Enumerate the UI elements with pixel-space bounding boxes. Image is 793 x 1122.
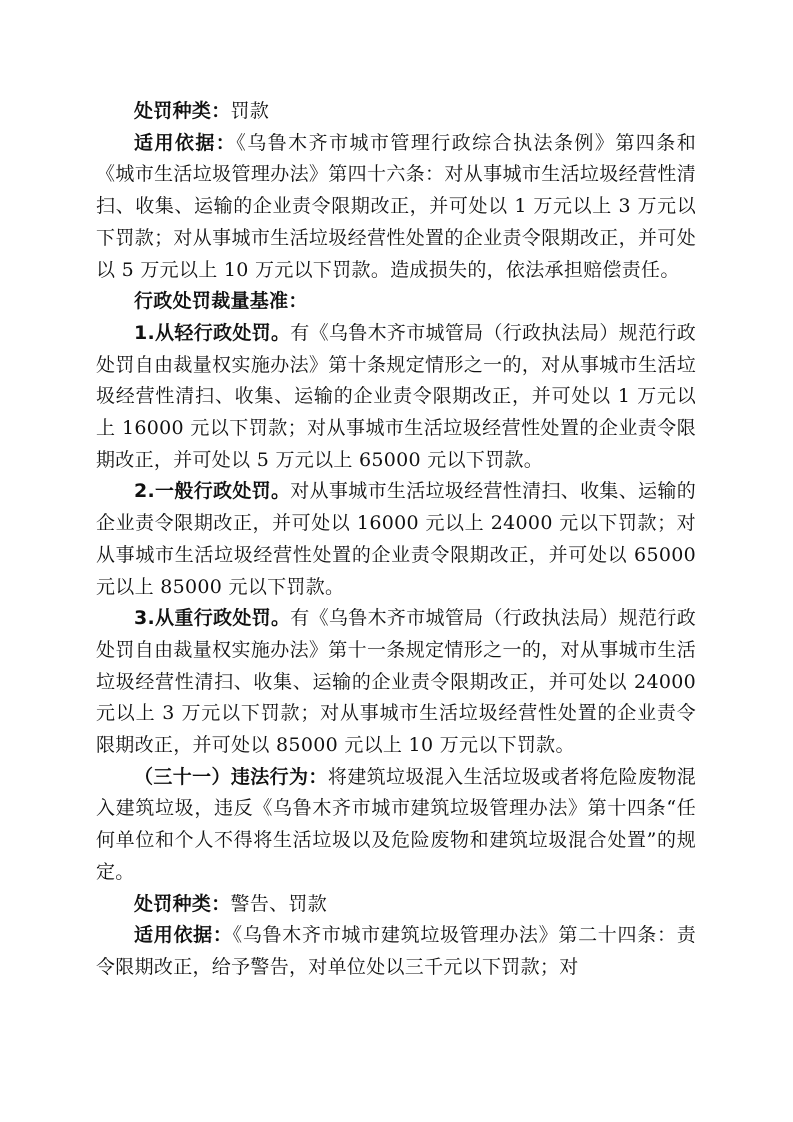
legal-basis-31-label: 适用依据： — [134, 924, 233, 947]
legal-basis-31-paragraph — [96, 920, 696, 983]
penalty-type-31-paragraph — [96, 889, 696, 921]
legal-basis-31-text: 《乌鲁木齐市城市建筑垃圾管理办法》第二十四条：责令限期改正，给予警告，对单位处以三千元以下罚款；对 — [96, 924, 696, 978]
lenient-penalty-text: 有《乌鲁木齐市城管局（行政执法局）规范行政处罚自由裁量权实施办法》第十条规定情形之一的，对从事城市生活垃圾经营性清扫、收集、运输的企业责令限期改正，并可处以 1 万元以上 16000 元以下罚款；对从事城市生活垃圾经营性处置的企业责令限期改正，并可处以 5 万元以上 65000 元以下罚款。 — [96, 321, 696, 471]
discretion-standard-heading — [96, 286, 696, 318]
severe-penalty-text: 有《乌鲁木齐市城管局（行政执法局）规范行政处罚自由裁量权实施办法》第十一条规定情形之一的，对从事城市生活垃圾经营性清扫、收集、运输的企业责令限期改正，并可处以 24000 元以上 3 万元以下罚款；对从事城市生活垃圾经营性处置的企业责令限期改正，并可处以 85000 元以上 10 万元以下罚款。 — [96, 607, 696, 757]
penalty-type-paragraph — [96, 96, 696, 128]
document-body — [96, 96, 696, 984]
violation-31-text: 将建筑垃圾混入生活垃圾或者将危险废物混入建筑垃圾，违反《乌鲁木齐市城市建筑垃圾管理办法》第十四条“任何单位和个人不得将生活垃圾以及危险废物和建筑垃圾混合处置”的规定。 — [96, 765, 696, 883]
violation-31-label: （三十一）违法行为： — [134, 765, 328, 788]
violation-31-paragraph — [96, 762, 696, 889]
lenient-penalty-paragraph — [96, 318, 696, 477]
penalty-type-31-label: 处罚种类： — [134, 892, 231, 915]
general-penalty-label: 2.一般行政处罚。 — [134, 480, 291, 503]
legal-basis-label: 适用依据： — [134, 131, 237, 154]
discretion-standard-label: 行政处罚裁量基准： — [134, 290, 308, 313]
severe-penalty-paragraph — [96, 603, 696, 762]
general-penalty-paragraph — [96, 476, 696, 603]
penalty-type-label: 处罚种类： — [134, 100, 231, 122]
lenient-penalty-label: 1.从轻行政处罚。 — [134, 321, 291, 344]
legal-basis-paragraph — [96, 128, 696, 287]
general-penalty-text: 对从事城市生活垃圾经营性清扫、收集、运输的企业责令限期改正，并可处以 16000 元以上 24000 元以下罚款；对从事城市生活垃圾经营性处置的企业责令限期改正，并可处以 65000 元以上 85000 元以下罚款。 — [96, 480, 696, 598]
penalty-type-text: 罚款 — [230, 100, 270, 122]
severe-penalty-label: 3.从重行政处罚。 — [134, 607, 291, 630]
legal-basis-text: 《乌鲁木齐市城市管理行政综合执法条例》第四条和《城市生活垃圾管理办法》第四十六条：对从事城市生活垃圾经营性清扫、收集、运输的企业责令限期改正，并可处以 1 万元以上 3 万元以下罚款；对从事城市生活垃圾经营性处置的企业责令限期改正，并可处以 5 万元以上 10 万元以下罚款。造成损失的，依法承担赔偿责任。 — [96, 131, 696, 281]
penalty-type-31-text: 警告、罚款 — [230, 892, 328, 915]
